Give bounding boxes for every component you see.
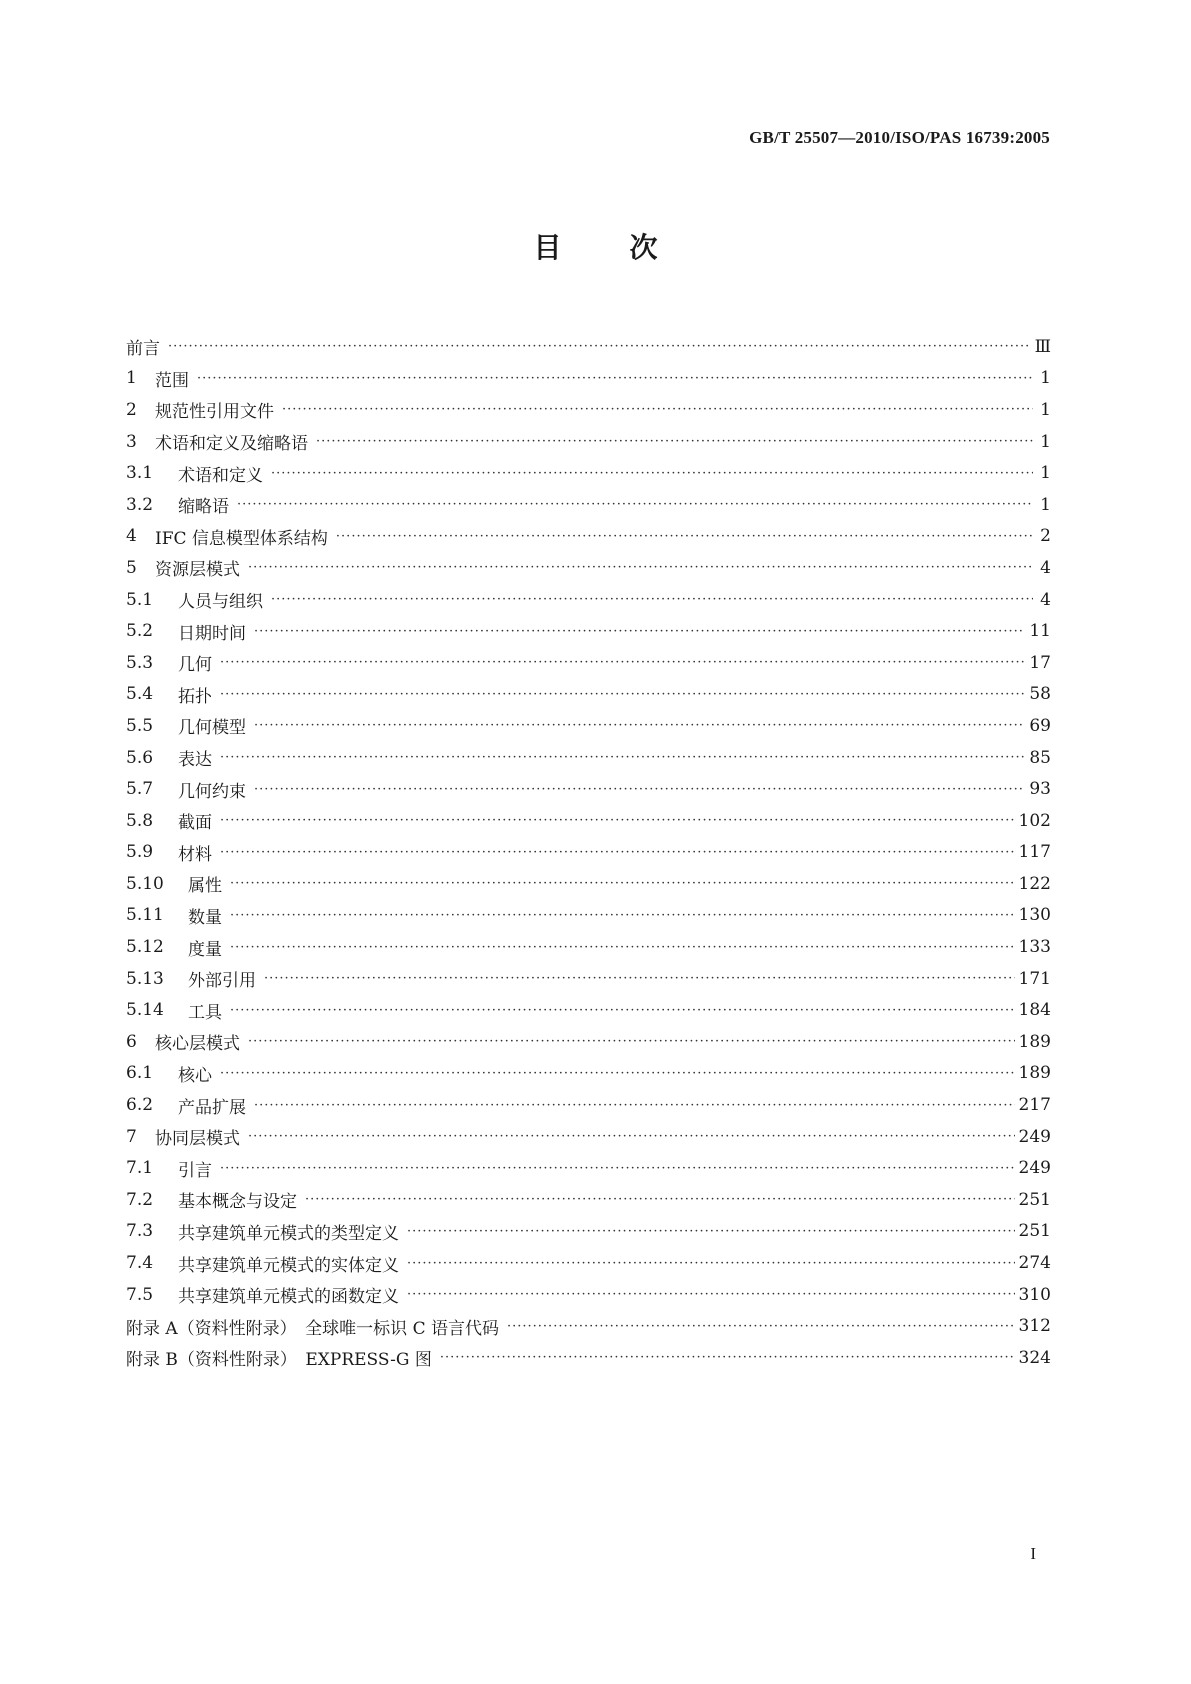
toc-entry[interactable] [126, 1216, 1051, 1248]
toc-entry-label: 人员与组织 [178, 592, 263, 613]
toc-leader-dots [220, 813, 1015, 828]
toc-entry[interactable] [126, 489, 1051, 521]
toc-entry-number: 2 [126, 399, 137, 420]
toc-entry-number: 7.3 [126, 1221, 154, 1242]
toc-entry[interactable] [126, 679, 1051, 711]
toc-entry[interactable] [126, 331, 1051, 363]
toc-entry-label: 共享建筑单元模式的函数定义 [178, 1287, 399, 1308]
toc-entry[interactable] [126, 837, 1051, 869]
toc-entry-number: 3.2 [126, 494, 154, 515]
toc-entry-number: 6 [126, 1031, 137, 1052]
toc-leader-dots [440, 1350, 1015, 1365]
toc-entry-number: 5.3 [126, 652, 154, 673]
toc-entry[interactable] [126, 1026, 1051, 1058]
toc-entry-number: 4 [126, 526, 137, 547]
toc-entry-number: 5.12 [126, 937, 164, 958]
toc-leader-dots [230, 876, 1015, 891]
toc-entry-label: 引言 [178, 1160, 212, 1181]
toc-title: 目次 [533, 231, 726, 264]
toc-entry-label: 核心 [178, 1065, 212, 1086]
toc-entry-page: 4 [1040, 589, 1051, 610]
toc-leader-dots [248, 1034, 1015, 1049]
toc-entry[interactable] [126, 615, 1051, 647]
toc-entry-page: 85 [1029, 747, 1051, 768]
toc-entry-page: 171 [1018, 968, 1051, 989]
toc-leader-dots [230, 940, 1015, 955]
toc-entry[interactable] [126, 900, 1051, 932]
toc-entry[interactable] [126, 394, 1051, 426]
toc-leader-dots [220, 750, 1025, 765]
toc-entry-page: 1 [1040, 368, 1051, 389]
standard-code-header: GB/T 25507—2010/ISO/PAS 16739:2005 [749, 128, 1050, 147]
toc-entry-label: 前言 [126, 339, 160, 360]
toc-entry-label: 共享建筑单元模式的实体定义 [178, 1255, 399, 1276]
toc-entry-label: IFC 信息模型体系结构 [155, 528, 328, 549]
toc-entry-page: 58 [1029, 684, 1051, 705]
toc-entry-number: 5.8 [126, 810, 154, 831]
toc-entry-number: 6.2 [126, 1095, 154, 1116]
toc-entry-page: 189 [1018, 1031, 1051, 1052]
toc-entry-label: 度量 [188, 939, 222, 960]
toc-entry-page: 324 [1018, 1347, 1051, 1368]
toc-entry-number: 5.4 [126, 684, 154, 705]
toc-entry-page: 4 [1040, 557, 1051, 578]
toc-leader-dots [220, 845, 1015, 860]
toc-entry[interactable] [126, 1058, 1051, 1090]
toc-entry-page: 249 [1018, 1158, 1051, 1179]
toc-entry-page: 249 [1018, 1126, 1051, 1147]
toc-leader-dots [282, 402, 1033, 417]
toc-entry[interactable] [126, 584, 1051, 616]
toc-entry-page: 11 [1029, 621, 1051, 642]
toc-entry[interactable] [126, 1279, 1051, 1311]
toc-entry[interactable] [126, 426, 1051, 458]
toc-entry-number: 6.1 [126, 1063, 154, 1084]
toc-entry-number: 5.6 [126, 747, 154, 768]
toc-leader-dots [230, 1003, 1015, 1018]
toc-entry-label: 几何模型 [178, 718, 246, 739]
toc-entry-number: 7.5 [126, 1284, 154, 1305]
toc-entry-page: 251 [1018, 1189, 1051, 1210]
toc-entry-number: 7.1 [126, 1158, 154, 1179]
toc-entry-label: 截面 [178, 813, 212, 834]
toc-entry-page: 117 [1018, 842, 1051, 863]
toc-entry-label: 共享建筑单元模式的类型定义 [178, 1223, 399, 1244]
toc-entry[interactable] [126, 773, 1051, 805]
toc-leader-dots [407, 1287, 1015, 1302]
toc-leader-dots [254, 782, 1025, 797]
toc-entry[interactable] [126, 552, 1051, 584]
toc-entry[interactable] [126, 994, 1051, 1026]
toc-entry-label: 表达 [178, 750, 212, 771]
toc-entry-label: 日期时间 [178, 623, 246, 644]
toc-entry-number: 5.7 [126, 779, 154, 800]
toc-entry-page: 93 [1029, 779, 1051, 800]
toc-entry[interactable] [126, 1247, 1051, 1279]
toc-entry[interactable] [126, 805, 1051, 837]
toc-entry-label: 核心层模式 [155, 1034, 240, 1055]
toc-entry-number: 3 [126, 431, 137, 452]
toc-entry-page: 312 [1018, 1316, 1051, 1337]
toc-entry-number: 5 [126, 557, 137, 578]
toc-entry-number: 5.10 [126, 873, 164, 894]
toc-leader-dots [248, 1129, 1015, 1144]
toc-entry[interactable] [126, 1121, 1051, 1153]
toc-entry-label: 附录 B（资料性附录） EXPRESS-G 图 [126, 1350, 432, 1371]
toc-entry-label: 协同层模式 [155, 1129, 240, 1150]
toc-entry-label: 基本概念与设定 [178, 1192, 297, 1213]
toc-entry[interactable] [126, 710, 1051, 742]
toc-entry[interactable] [126, 1152, 1051, 1184]
toc-leader-dots [507, 1319, 1015, 1334]
toc-entry[interactable] [126, 1342, 1051, 1374]
toc-entry[interactable] [126, 1089, 1051, 1121]
toc-leader-dots [407, 1256, 1015, 1271]
toc-entry-label: 几何 [178, 655, 212, 676]
toc-entry-page: 274 [1018, 1253, 1051, 1274]
toc-entry-page: 69 [1029, 715, 1051, 736]
toc-entry-page: 133 [1018, 937, 1051, 958]
toc-leader-dots [316, 434, 1033, 449]
toc-leader-dots [220, 1161, 1015, 1176]
toc-leader-dots [254, 624, 1025, 639]
toc-entry[interactable] [126, 1310, 1051, 1342]
toc-entry-label: 附录 A（资料性附录） 全球唯一标识 C 语言代码 [126, 1318, 499, 1339]
toc-entry-label: 术语和定义及缩略语 [155, 434, 308, 455]
toc-entry[interactable] [126, 868, 1051, 900]
toc-entry-number: 7.4 [126, 1253, 154, 1274]
toc-leader-dots [220, 1066, 1015, 1081]
toc-leader-dots [237, 497, 1033, 512]
toc-entry-label: 产品扩展 [178, 1097, 246, 1118]
toc-leader-dots [230, 908, 1015, 923]
toc-entry-label: 数量 [188, 907, 222, 928]
toc-entry-label: 材料 [178, 844, 212, 865]
toc-entry-number: 1 [126, 368, 137, 389]
toc-leader-dots [271, 466, 1033, 481]
toc-entry-label: 工具 [188, 1002, 222, 1023]
toc-entry[interactable] [126, 521, 1051, 553]
toc-entry-number: 5.14 [126, 1000, 164, 1021]
toc-entry-number: 5.5 [126, 715, 154, 736]
toc-entry-label: 规范性引用文件 [155, 402, 274, 423]
toc-entry-page: 184 [1018, 1000, 1051, 1021]
toc-leader-dots [248, 560, 1033, 575]
toc-entry-label: 术语和定义 [178, 465, 263, 486]
toc-leader-dots [254, 718, 1025, 733]
toc-entry-page: 17 [1029, 652, 1051, 673]
toc-entry-page: Ⅲ [1034, 336, 1051, 357]
toc-entry-label: 外部引用 [188, 971, 256, 992]
toc-entry-label: 范围 [155, 370, 189, 391]
page-number: I [1030, 1544, 1036, 1563]
toc-entry-page: 1 [1040, 463, 1051, 484]
toc-entry-label: 缩略语 [178, 497, 229, 518]
toc-entry-label: 几何约束 [178, 781, 246, 802]
toc-leader-dots [336, 529, 1033, 544]
toc-entry[interactable] [126, 457, 1051, 489]
toc-entry-number: 5.9 [126, 842, 154, 863]
toc-entry[interactable] [126, 963, 1051, 995]
toc-entry-page: 189 [1018, 1063, 1051, 1084]
toc-entry-label: 拓扑 [178, 686, 212, 707]
toc-leader-dots [168, 339, 1031, 354]
toc-leader-dots [197, 371, 1033, 386]
toc-leader-dots [220, 655, 1025, 670]
toc-leader-dots [220, 687, 1025, 702]
toc-entry[interactable] [126, 742, 1051, 774]
toc-entry-page: 2 [1040, 526, 1051, 547]
toc-entry-page: 1 [1040, 431, 1051, 452]
toc-entry-number: 3.1 [126, 463, 154, 484]
toc-leader-dots [254, 1098, 1015, 1113]
toc-entry-page: 102 [1018, 810, 1051, 831]
toc-entry-number: 7 [126, 1126, 137, 1147]
toc-entry-page: 1 [1040, 494, 1051, 515]
toc-entry-page: 1 [1040, 399, 1051, 420]
toc-entry-number: 5.1 [126, 589, 154, 610]
toc-entry[interactable] [126, 931, 1051, 963]
toc-leader-dots [305, 1192, 1015, 1207]
toc-entry[interactable] [126, 647, 1051, 679]
toc-entry-page: 310 [1018, 1284, 1051, 1305]
toc-entry-page: 251 [1018, 1221, 1051, 1242]
toc-entry-number: 5.13 [126, 968, 164, 989]
toc-leader-dots [264, 971, 1015, 986]
toc-entry-page: 130 [1018, 905, 1051, 926]
toc-entry-number: 7.2 [126, 1189, 154, 1210]
table-of-contents [126, 331, 1051, 1374]
toc-entry-label: 资源层模式 [155, 560, 240, 581]
toc-leader-dots [407, 1224, 1015, 1239]
toc-entry[interactable] [126, 363, 1051, 395]
toc-entry-label: 属性 [188, 876, 222, 897]
toc-entry-page: 122 [1018, 873, 1051, 894]
toc-entry-number: 5.2 [126, 621, 154, 642]
toc-entry-number: 5.11 [126, 905, 164, 926]
toc-entry[interactable] [126, 1184, 1051, 1216]
toc-entry-page: 217 [1018, 1095, 1051, 1116]
toc-leader-dots [271, 592, 1033, 607]
